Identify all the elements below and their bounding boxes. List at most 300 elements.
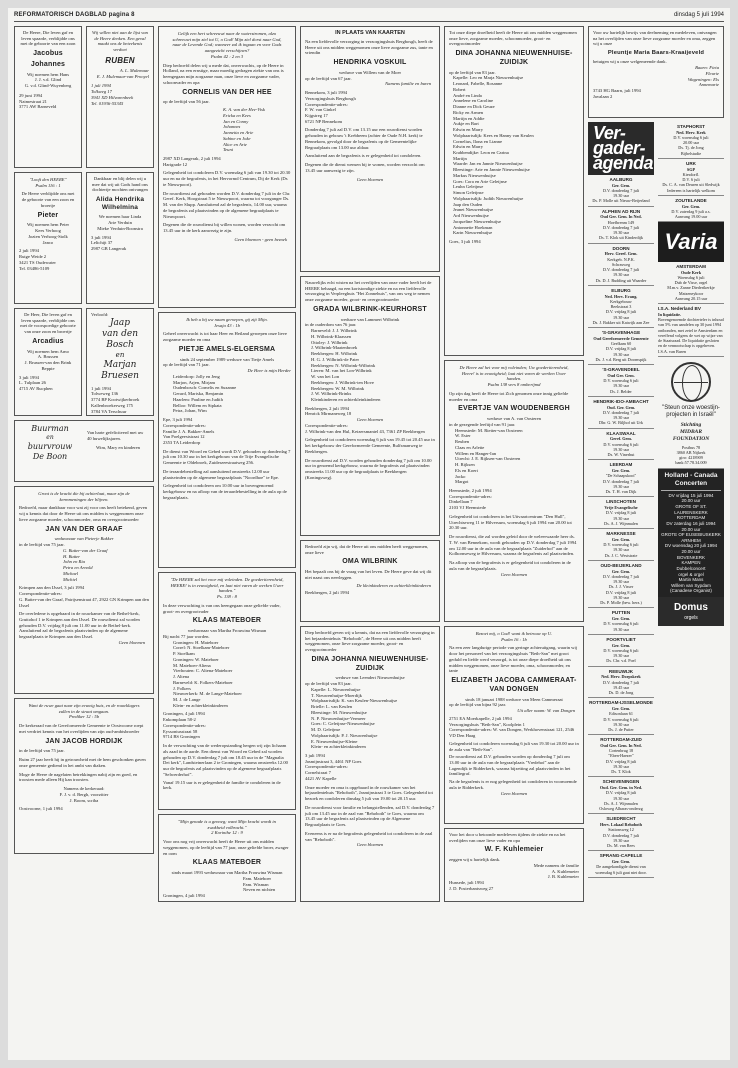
child-name: RUBEN: [105, 55, 135, 65]
agenda-title-2: gader-: [593, 138, 646, 158]
varia-banner: Varia: [658, 222, 724, 262]
notice-footer: Geen bloemen: [356, 842, 384, 848]
deceased-sub: sinds 24 september 1989 weduwe van Tietje Amels: [179, 356, 275, 362]
address: Bennekom, 3 juli 1994 Verzorgingshuis Bergbosgh Correspondentie-adres: F. W. van Ginkel Kijgstreg 17 6721 NP Bennekom: [305, 90, 356, 124]
church-text: D.V. zaterdag 9 juli a.s. Aanvang 19.00 uur: [671, 208, 711, 220]
place-date: Hunsede, juli 1994 J. D. Posterbantsweg 27: [449, 880, 494, 891]
church-name: OUD-BEIJERLAND: [600, 562, 642, 568]
church-text: Edisonlaan 61 D.V. woensdag 6 juli 19.30 uur Ds. J. de Putter: [603, 711, 639, 732]
notice-quote: Ik heb u bij uw naam geroepen, gij zijt Mijn. Jesaja 43 : 1b: [186, 317, 268, 328]
deceased-name: HENDRIKA VOSKUIL: [333, 59, 407, 67]
church-name: MARKNESSE: [606, 531, 636, 537]
notice-body-2: Vanaf 19.15 uur is er gelegenheid de familie te condoleren in de kerk.: [163, 779, 281, 791]
church-name: LINSCHOTEN: [606, 499, 636, 505]
obituary-cammeraat: [444, 626, 584, 824]
age: in de leeftijd van 75 jaar.: [19, 542, 65, 548]
obituary-voskuil: [300, 26, 440, 272]
signature: Mede namens de familie A. Kuhlemeier J. B. Kuhlemeier: [533, 862, 579, 880]
notice-body: Onze moeder en oma is opgebaard in de rouwkamer van het bejaardentehuis "Rehoboth", Jasmijnstraat 3 te Goes. Gelegenheid tot bezoek en condoleren dinsdag 5 juli van 19.00 tot 20.15 uur.: [305, 784, 433, 802]
church-name: ELBURG: [611, 287, 631, 293]
agenda-entry: [588, 777, 654, 814]
family: Kapelle: L. Nieuwenhuijse T. Nieuwenhuijse-Moerdijk Wolphaartsdijk: K. van Keulen-Nieuwenhuijse Brielle: L. van Keulen Bleestinge: M. Nieuwenhuijse N. P. Nieuwenhuijse-Vermeer Goes: C. Geleijnse-Nieuwenhuijse M. D. Geleijnse Wolphaartsdijk: P. J. Nieuwenhuijse E. Nieuwenhuijse-Kleine Klein- en achterkleinkinderen: [311, 686, 398, 750]
anniversary-notice: [14, 420, 154, 482]
notice-body-2: De rouwdienst zal D.V. worden gehouden donderdag 7 juli om 10.00 uur in genoemd kerkgebouw, waarna de begrafenis zal plaatsvinden omstreeks 11.00 uur op de begraafplaats te Beekbergen (Koningsweg).: [305, 457, 432, 480]
address: 1 juli 1994 Tolkweg 17 3941 XD Hilvarenbeek Tel. 01936-55345: [91, 83, 134, 106]
age: op de leeftijd van 67 jaar.: [305, 75, 352, 81]
church-sub: Oud Ger. Gem. In Ned.: [600, 742, 642, 748]
church-text: D.V. donderdag 7 juli 19.30 uur Ds. P. Molle uit Nieuw-Beijerland: [592, 187, 650, 204]
church-name: AMSTERDAM: [676, 263, 706, 269]
notice-intro: In deze verwachting is van ons heengegaan onze geliefde vader, groot- en overgrootvader: [163, 602, 281, 614]
agenda-entry: [588, 851, 654, 877]
family: Leiderdorp: Jolly en Jeng Marjon, Arjen, Mirjam Oudenbosch: Cornelis en Suzanne Gerard, Mariska, Benjamin Haarlem: Pauline en Judith Belloo: Willem en Sipkata Petra, Johan, Wim: [173, 373, 237, 414]
agenda-list: [588, 175, 654, 878]
church-name: STAPHORST: [677, 124, 705, 129]
engagement-label: Verloofd:: [91, 312, 109, 317]
agenda-entry: [588, 814, 654, 851]
parents: Wij noemen hem Peter Kees Verhoog Jozien Verhoog-Stolk Janco: [26, 222, 70, 245]
age: in de gezegende leeftijd van 91 jaar.: [449, 421, 516, 427]
notice-body-3: Na afloop van de begrafenis is er gelegenheid tot condoleren in de aula van de begraafplaats.: [449, 560, 571, 571]
church-name: POORTVLIET: [606, 636, 636, 642]
parents: We noemen haar Linda Arie Verduin Mieke Verduin-Boonstra: [97, 214, 143, 231]
signature: I.S.A. van Baren: [658, 348, 687, 354]
concert-ad: [658, 469, 724, 598]
notice-text: De Heere verblijdde ons met de geboorte van een zoon en broertje: [21, 191, 75, 208]
church-name: ROTTERDAM-IJSSELMONDE: [589, 700, 653, 706]
address: Krimpen aan den IJssel, 3 juli 1994 Correspondentie-adres: G. Butter-van der Graaf, Patrijsenstraat 47, 2922 GN Krimpen aan den IJssel: [19, 585, 149, 608]
deceased-name: PIETJE AMELS-ELGERSMA: [178, 345, 276, 353]
notice-quote: Groot is de kracht die bij achterlaat, maar zijn de kermmeningen der blijven.: [38, 491, 130, 502]
address: 2751 EA Moerkapelle, 2 juli 1994 Verzorgingshuis "Beth-San", Koolplein 1 Correspondentie-adres: W. van Dongen, Werkhovenstraat 121, 2546 VD Den Haag: [449, 715, 575, 739]
notice-intro: Bedroefd, maar dankbaar voor wat zij voor ons heeft betekend, geven wij u kennis dat door de Heere uit ons midden is weggenomen onze lieve zorgzame moeder, schoonmoeder, oma en overgrootmoeder: [19, 505, 148, 522]
notice-quote: "De HEERE zal het voor mij voleinden. De goedertierenheid, HEERE! is in eeuwigheid, en laat niet varen de werken Uwer handen." Ps. 138 : 8: [170, 577, 284, 600]
notice-footer: Geen bloemen: [118, 639, 145, 645]
place-date: Groningen, 4 juli 1994: [163, 893, 205, 899]
notice-body: Gelegenheid tot condoleren in het Uitvaartcentrum "Den Hull", Utrechtseweg 11 te Hilversum, woensdag 6 juli 1994 van 20.00 tot 20.30 uur.: [449, 513, 572, 531]
church-name: SPRANG-CAPELLE: [599, 853, 643, 859]
deceased-name: OMA WILBRINK: [342, 558, 398, 566]
child-name: Pieter: [37, 211, 59, 219]
notice-footer: Geen bloemen: [356, 417, 384, 423]
company-sub: In liquidatie.: [658, 311, 682, 317]
notice-body-3: Na de begrafenis is er nog gelegenheid tot condoleren in voornoemde aula te Ridderkerk.: [449, 779, 577, 790]
agenda-entry: [588, 397, 654, 429]
notice-body-2: Aansluitend aan de begrafenis is er gelegenheid tot condoleren.: [305, 153, 422, 159]
signature: Namens de kerkeraad: F. J. v. d. Bergh, voorzitter J. Boom, scriba: [59, 786, 109, 803]
church-text: Geelkam 60 D.V. vrijdag 8 juli 19.30 uur Ds. J. v.d. Berg uit Doornspijk: [595, 341, 647, 362]
church-sub: Ger. Gem.: [611, 706, 631, 711]
church-name: AALBURG: [609, 177, 633, 182]
domus-sub: orgels: [684, 614, 698, 621]
church-name: SCHEVENINGEN: [602, 779, 640, 785]
church-sub: Ger. Gem.: [611, 616, 631, 622]
deceased-sub: weduwe van Lammert Wilbrink: [340, 316, 400, 322]
notice-body: In de verwachting van de wederopstanding hergen wij zijn lichaam als zaad in de aarde. Een dienst van Woord en Gebed zal worden gehouden op D.V. donderdag 7 juli om 18.45 uur in de "Magnalia Dei kerk", Landsteinerlaan 2 te Groningen, waarna omstreeks 12.00 uur de begrafenis zal plaatsvinden op de algemene begraafplaats "Selwerderhof".: [163, 743, 288, 777]
notice-text: Van harte gefeliciteerd met uw 40 huwelijksjaren.: [87, 430, 144, 441]
deceased-name: ELIZABETH JACOBA CAMMERAAT-VAN DONGEN: [451, 677, 577, 693]
church-sub: Ger. Gem.: [611, 568, 631, 574]
church-text: "De Schaapskooi" D.V. donderdag 7 juli 19.30 uur Ds. T. H. van Dijk: [602, 473, 640, 495]
notice-quote: "Mijn genade is u genoeg; want Mijn kracht wordt in zwakheid volbracht." 2 Korinthe 12 : 9: [178, 819, 276, 836]
birth-notice-ruben: [86, 26, 154, 168]
deceased-name: KLAAS MATEBOER: [192, 617, 262, 625]
signature: Wim, Mary en kinderen: [96, 445, 140, 451]
church-text: D.V. donderdag 7 juli 19.30 uur Ds. J. J. Visser D.V. vrijdag 8 juli 19.30 uur Ds. P. Molle (bew. herz.): [600, 573, 642, 606]
church-name: URK: [686, 160, 696, 166]
age: in de ouderdom van 76 jaar.: [305, 322, 357, 328]
concert-amsterdam: [658, 262, 724, 304]
liquidation-notice: [658, 304, 724, 357]
side-church-list: [658, 122, 724, 222]
company-name: I.S.A. Nederland BV: [658, 306, 701, 312]
notice-quote: Bezoet mij, o God! want ik betrouw op U. Psalm 16 : 1b: [475, 631, 553, 642]
church-text: D.V. donderdag 7 juli 19.45 uur Ds. D. de Jong: [602, 679, 640, 696]
notice-footer: Geen bloemen: [356, 176, 384, 182]
notice-body-2: Moge de Heere de nagelaten betrekkingen nabij zijn en goed, en troosten mede alleen Hij kan troosten.: [19, 771, 138, 783]
obituary-oma-wilbrink: [300, 540, 440, 622]
family: Heemstede: M. Rietter-van Oosteren W. Ester Reuben Claas en Arlette Willem en Hanger-Ian Utrecht: J. E. Rijksen-van Oosteren H. Rijksen Els en Koert Jacko Margot: [455, 427, 523, 485]
church-text: D.V. woensdag 6 juli 20.00 uur Ds. Tj. de Jong Bijbelstudie: [673, 134, 709, 156]
church-sub: Oud. Ger. Gem. in Ned.: [599, 785, 643, 791]
church-name: HENDRIK-IDO-AMBACHT: [593, 398, 649, 404]
obituary-mateboer-family: [158, 814, 296, 902]
church-text: D.V. woensdag 6 juli 19.30 uur Ds. W. Vinerhut: [603, 441, 639, 458]
notice-body-3: Degenen die de dienst wensen bij te wonen, worden verzocht om 13.45 uur aanwezig te zijn.: [305, 162, 425, 173]
church-text: Hoefbrenm 149 D.V. donderdag 7 juli 19.30 uur Ds. T. Klok uit Kinderdijk: [598, 219, 644, 241]
address: Beekbergen, 2 juli 1994 Henrick Mirmaneweg 18: [305, 405, 352, 417]
notice-intro: Diep bedroefd delen wij u mede dat, onverwachts, op de Heere in Holland, na een ernstige, maar moedig gedragen ziekte van ons is heengegaan mijn zorgzame man, onze lieve en zorgzame vader, schoonvader en opa: [163, 62, 284, 85]
notice-quote: Want de ruwe gaat naar zijn eeuwig huis, en de rouwklagers zullen in de straat omgaan. Prediker 12 : 5b: [28, 703, 140, 720]
newspaper-page: [8, 8, 730, 1060]
church-name: ROTTERDAM-ZUID: [600, 737, 642, 743]
notice-body: Het bepaalt ons bij de vraag van het leven. De Heere geve dat wij dit niet naast ons neerleggen.: [305, 569, 432, 580]
church-name: KLAASWAAL: [606, 430, 636, 436]
obituary-van-der-graaf: [14, 486, 154, 694]
notice-intro: Op zijn dag heeft de Heere tot Zich genomen onze innig geliefde moeder en oma: [449, 390, 569, 402]
obituary-hordijk: [14, 698, 154, 854]
church-text: Woensdag 6 juli Dub de Visse, orgel M.m.v. Zanne Diederikerkje Matzeneykoor Aanvang 20.15 uur: [667, 274, 715, 301]
notice-body: zeggen wij u hartelijk dank.: [449, 857, 501, 863]
notice-quote: "Looft den HEERE" Psalm 116 : 1: [29, 177, 67, 188]
church-text: Kerkgeb. N.P.K. Schrasweg D.V. donderdag 7 juli 19.30 uur Ds. D. J. Budding uit Waarder: [595, 256, 647, 283]
church-name: 'S-GRAVENDEEL: [602, 367, 640, 373]
child-name: Alida Hendrika Wilhelmina: [95, 196, 145, 212]
church-sub: Ger. Gem.: [611, 536, 631, 542]
church-text: D.V. donderdag 7 juli 19.30 uur Dhr. G. W. Biljhof uit Urk: [599, 409, 643, 426]
deceased-name: CORNELIS VAN DER HEE: [182, 88, 272, 96]
globe-icon: [671, 362, 711, 402]
signature: Namens familie en buren: [385, 81, 431, 87]
age: Bij nacht 77 jaar worden.: [163, 633, 210, 639]
address: 3 juli 1994 L. Tulplaan 26 4715 AV Rucphen: [19, 374, 53, 392]
signature: De kleinkinderen en achterkleinkinderen: [356, 582, 431, 588]
signature: Uit aller naam: W. van Dongen: [517, 708, 575, 714]
place-date: Goes, 3 juli 1994: [449, 239, 481, 244]
notice-quote-2: De Heer is mijn Herder: [247, 368, 291, 374]
deceased-name: EVERTJE VAN WOUDENBERGH: [458, 405, 570, 413]
family: Kapelle: Leo en Marja Nieuwenhuijse Leonard, Fabelle, Rosanne Robert André en Linda Annelene en Caroline Dianne en Dick Geuze Ricky en Armen Martijn en Addie Aukje en Bart Edwin en Marry Wolphaartsdijk: Kees en Hanny van Keulen Cornelius, Ilona en Lianne Edwin en Marry Krabbendijke: Leon en Carina Martijn Waarde: Jan en Jannie Nieuwenhuijse Bleestinge: Arie en Jannie Nieuwenhuijse Markus Nieuwenhuijse Goes: Cora en Arie Geleijnse Leuhn Geleijnse Simon Geleijnse Wolphaartsdijk: Judith Nieuwenhuijse Jaap den Ouden Jeanet Nieuwenhuijse Ard Nieuwenhuijse Jacqueline Nieuwenhuijse Antonnette Hoekman Karin Nieuwenhuijse: [453, 75, 534, 236]
title-line-1: Buurman: [31, 424, 69, 433]
agenda-entry: [588, 460, 654, 497]
ad-title: "Steun onze woestijn-projecten in Israël": [662, 404, 720, 419]
church-text: D.V. woensdag 6 juli 19.30 uur Ds. Chr. v.d. Poel: [603, 647, 639, 664]
family: K. A. van der Hee-Visk Ericka en Kees Jan en Conny Johannes Jannetta en Arie Sabine en Joke Alice en Arie Teuni: [223, 107, 265, 153]
notice-intro: Na een zeer langdurige periode van geringe achteruitgang, waarin wij door het personeel van het verzorgingshuis "Beth-San" met groot geduld en liefde werd verzorgd, is tot onze diepe droefheid uit ons midden weggenomen, onze lieve moeder, oma, schoonmoeder, en tante: [449, 645, 578, 674]
obituary-wilbrink: [300, 276, 440, 536]
notice-intro: Voor uw hartelijk bewijs van deelneming en medeleven, ontvangen na het overlijden van onze lieve zorgzame moeder en oma, zeggen wij u onze: [593, 30, 717, 47]
notice-text: Dankbaar en blij delen wij u mee dat wij uit Gods hand ons dochtertje mochten ontvangen: [92, 176, 148, 193]
age: op de leeftijd van 56 jaar.: [163, 99, 210, 105]
agenda-entry: [588, 244, 654, 286]
bride-first-name: Marjan: [103, 360, 137, 371]
church-name: SLIEDRECHT: [606, 816, 636, 822]
address: 3 juli 1994 Jasmijnstraat 3, 4461 NP Goes Correspondentie-adres: Cornelstraat 7 4421 AV Kapelle: [305, 752, 362, 781]
church-name: DOORN: [612, 245, 630, 251]
address: 29 juni 1994 Naimestraat 21 3771 AW Barneveld: [19, 92, 57, 110]
church-text: Stationsweg 12 D.V. donderdag 7 juli 19.30 uur Ds. M. van Rees: [602, 827, 640, 849]
address: 2 juli 1994 Rutge Weide 2 3421 TS Oudewater Tel. 03486-5109: [19, 248, 56, 271]
address: Epe, 3 juli 1994 Correspondentie-adres: Familie J. A. Bakker-Amels Van Poelgeeststraat 12 2353 TA Leiderdorp: [163, 417, 215, 445]
address: 3 juli 1994 Lelichijt 37 2987 GB Langerak: [91, 234, 127, 252]
deceased-name: KLAAS MATEBOER: [192, 859, 262, 867]
church-sub: Herv. Lokaal Rehoboth: [600, 822, 642, 828]
birth-notice-arcadius: [14, 308, 82, 416]
place-date: Oostvoorne, 1 juli 1994: [19, 806, 63, 812]
church-sub: Oud Ger. Gem. In Ned.: [600, 214, 642, 220]
notice-quote: De Heere zal het voor mij voleinden; Uw goedertierenheid, Heere! is in eeuwigheid; laat niet varen de werken Uwer handen. Psalm 138 vers 8 omberijmd: [459, 365, 569, 388]
agenda-entry: [588, 429, 654, 461]
agenda-entry: [588, 365, 654, 397]
notice-text: De Heer, Die leven gaf en leven spaarde, verblijdde ons met de voorspoedige geboorte van onze zoon en broertje: [20, 312, 76, 335]
church-text: De aangekondigde dienst van woensdag 6 juli gaat niet door.: [595, 864, 647, 875]
child-name: Jacobus: [33, 50, 63, 58]
notice-intro: Voor het door u betoonde medeleven tijdens de ziekte en na het overlijden van onze lieve vader en opa: [449, 832, 566, 843]
address: Heemstede, 2 juli 1994 Correspondentie-adres: Dinkellaan 7 2103 VJ Heemstede: [449, 487, 492, 511]
notice-quote: Gelijk een hert schreeuwt naar de waterstromen, alzo schreeuwt mijn ziel tot U, o God! Mijn ziel dorst naar God, naar de Levende God; wanneer zal ik ingaan en voor Gods aangezicht verschijnen? Psalm 42 : 2 en 3: [172, 31, 282, 59]
child-name-2: Johannes: [30, 60, 66, 68]
church-text: D.V. vrijdag 8 juli 19.30 uur Ds. A. J. Wijnmalen Osloweg Albaras-onderzg: [599, 790, 643, 812]
place-date: Beekbergen, 2 juli 1994: [305, 590, 350, 596]
agenda-entry: [588, 698, 654, 735]
side_top-entry: [658, 196, 724, 222]
deceased-sub: sinds 18 januari 1988 weduwe van Meen Cammeraat: [465, 696, 563, 702]
church-sub: Oud Ger. Gem.: [607, 372, 635, 378]
church-sub: Oude Kerk: [680, 269, 702, 275]
age: op de leeftijd van bijna 92 jaar.: [449, 702, 507, 708]
church-sub: Vrije Evangelische: [604, 505, 638, 511]
notice-intro: Tot onze diepe droefheid heeft de Heere uit ons midden weggenomen onze lieve, zorgzame moeder, schoonmoeder, groot- en overgrootmoeder: [449, 30, 577, 47]
page-footer: [14, 1050, 724, 1058]
obituary-van-der-hee: [158, 26, 296, 308]
agenda-entry: [588, 608, 654, 634]
obituary-van-woudenbergh: [444, 360, 584, 622]
title-line-4: De Boon: [32, 451, 68, 461]
issue-date: dinsdag 5 juli 1994: [673, 11, 724, 18]
agenda-entry: [588, 561, 654, 608]
agenda-entry: [588, 175, 654, 207]
place-date: 3743 HG Baarn, juli 1994 Javalaan 2: [593, 88, 641, 99]
family: G. Butter-van der Graaf H. Butter John en Ria Petra en Arnold Michael Michiel: [63, 547, 108, 582]
notice-body-2: De teraardebestelling zal aansluitend omstreeks 12.00 uur plaatsvinden op de algemene begraafplaats "Noordhoe" te Epe.: [163, 468, 279, 480]
church-name: PUTTEN: [611, 610, 631, 616]
notice-body-2: De rouwdienst, die zal worden geleid door de weleerwaarde heer ds. T. W. van Bennekom, wordt gehouden op D.V. donderdag 7 juli 1994 om 12.00 uur in de aula van de begraafplaats "Zuiderhof" aan de Kolhornseweg te Hilversum, waarna de begrafenis zal plaatsvinden.: [449, 534, 577, 557]
age: op de leeftijd van 83 jaar.: [449, 69, 496, 75]
engagement-notice: [86, 308, 154, 416]
notice-intro: Diep bedroefd geven wij u kennis, dat na een liefdevolle verzorging in het bejaardentehuis "Rehoboth", de Heere uit ons midden heeft weggenomen, onze lieve zorgzame moeder, groot- en overgrootmoeder: [305, 630, 435, 653]
church-name: LEERDAM: [609, 462, 633, 468]
domus-title: Domus: [674, 602, 708, 614]
family: Fam. Mateboer Fam. Wisman Neven en nichten: [243, 875, 276, 893]
meeting-agenda-section: [588, 122, 724, 902]
groom-last-name: van den Bosch: [102, 328, 138, 351]
side_top-entry: [658, 122, 724, 159]
address: Groningen, 4 juli 1994 Enkomplaan 58-2 Correspondentie-adres: Eyssoniusstraat 58 9714 BS Groningen: [163, 711, 206, 740]
birth-notice-alida: [86, 172, 154, 304]
deceased-sub: weduwe van A. van Oosteren: [487, 416, 541, 422]
family: Barneveld: J. J. Wilbrink H. Wilbrink-Klaassen Ottoley: J. Wilbrink J. Wilbrink-Maatenbroek Beekbergen: H. Wilbrink H. G. J. Wilbrink-de Pater Beekbergen: N. Wilbrink-Wilbrink Lieren: M. van het Lon-Wilbrink W. van het Lon Beekbergen: J. Wilbrink-ten Hove Beekbergen: W. M. Wilbrink J. W. Wilbrink-Brinks Kleinkinderen en achterkleinkinderen: [311, 328, 381, 402]
notice-header: IN PLAATS VAN KAARTEN: [335, 30, 405, 36]
paper-title: REFORMATORISCH DAGBLAD pagina 8: [14, 11, 135, 18]
church-sub: Ned. Herv. Kerk: [676, 129, 706, 135]
deceased-name: JAN VAN DER GRAAF: [45, 525, 123, 533]
correspondence-address: Correspondentie-adres: J. Wilbrink-van den Hul, Keizersmantel 43, 7361 ZP Beekbergen: [305, 422, 425, 434]
notice-body: Gelegenheid tot condoleren D.V. woensdag 6 juli van 19.30 tot 20.30 uur en na de begrafenis, in het Hervormd Centrum, Dij de Kerk (Ds te Nieuwpoort).: [163, 170, 291, 187]
notice-footer: Geen bloemen - geen bezoek: [234, 236, 287, 242]
parents: Wij noemen hem Arno A. Brussen J. Brussen-van den Brink Beppie: [24, 348, 72, 371]
notice-body: Gelegenheid tot condoleren woensdag 6 juli van 19.30 tot 20.00 uur in de aula van "Beth-San".: [449, 740, 579, 752]
deceased-name: Pleuntje Maria Baars-Kraaijeveld: [607, 50, 705, 57]
church-sub: Ger. Gem.: [611, 642, 631, 648]
notice-intro: Geheel onverwacht is tot haar Heer en Heiland geroepen onze lieve zorgzame moeder en oma: [163, 331, 287, 343]
page-header: [14, 10, 724, 22]
notice-body: Donderdag 7 juli zal D.V. om 13.15 uur een rouwdienst worden gehouden in gebouw 't Krebbeem (achter de Oude N.H. kerk) te Bennekom, gevolgd door de begrafenis op de Gemeentelijke Begraafplaats om 13.00 uur aldaar.: [305, 127, 423, 150]
agenda-title: [588, 122, 654, 175]
notice-text: De Heere, Die leven gaf en leven spaarde, verblijdde ons met de geboorte van een zoon: [20, 30, 76, 47]
age: in de leeftijd van 75 jaar.: [19, 748, 65, 754]
age: op de leeftijd van 71 jaar.: [163, 362, 210, 368]
church-sub: Ned. Herv. Evang.: [604, 293, 638, 299]
church-sub: Ger. Gem.: [681, 203, 701, 209]
notice-intro: Voor ons nog vrij onverwacht heeft de Heere uit ons midden weggenomen, op de leeftijd van 77 jaar, onze geliefde broer, zwager en oom: [163, 839, 289, 856]
concert-text: DV vrijdag 15 juli 1994 20.00 uur GROTE OF ST. LAURENSKERK ROTTERDAM DV zaterdag 16 juli 1994 20.00 uur GROTE OF EUSEBIUSKERK ARNHEM DV woensdag 20 juli 1994 20.00 uur BOVENKERK KAMPEN Dubbelconcert orgel & orgel Martin Mans Willem van Sypdam (Canadese Organist): [661, 492, 721, 594]
notice-intro: Nauwelijks echt wisten na het overlijden van onze vader heeft het de HEERE behaagd, na een kortstondige ziekte en na een liefdevolle verzorging in Verpleeghuis "Het Zonnehuis", van ons weg te nemen onze zorgzame moeder, groot- en overgrootmoeder: [305, 280, 432, 303]
deceased-name: W. F. Kuhlemeier: [484, 846, 544, 854]
parents: A. L. Mulemaar E. J. Mulemaar-van Prooyel: [96, 67, 149, 79]
obituary-nieuwenhuise-goes: [300, 626, 440, 902]
notice-body-2: De rouwdienst voor familie en belangstellenden, zal D.V. donderdag 7 juli om 13.45 uur in de zaal van "Rehoboth" te Goes, waarna om 13.45 uur de begrafenis zal plaatsvinden op de Algemene Begraafplaats te Goes.: [305, 804, 435, 828]
signature: Baarn: Fieta Fleurie Wageningen: Els Annemarie: [687, 65, 719, 88]
notice-body: Ruim 27 jaar heeft hij in getrouwheid met de hem geschonken gaven onze gemeente gediend in het ambt van diaken.: [19, 757, 146, 768]
side_top-entry: [658, 159, 724, 196]
notice-footer: Geen bloemen: [500, 571, 528, 577]
birth-notice-pieter: [14, 172, 82, 304]
deceased-name: DINA JOHANNA NIEUWENHUISE-ZUIDIJK: [455, 50, 573, 66]
notice-body: Gelegenheid tot condoleren woensdag 6 juli van 19.45 tot 20.45 uur in het kerkgebouw der Gereformeerde Gemeente, Rulfsmanweg te Beekbergen.: [305, 437, 435, 454]
midbar-ad: [658, 357, 724, 469]
notice-quote: Wij willen niet aan de lijst van de Heere denken. Een geval maakt ons de beteekenis verdoet: [92, 30, 148, 53]
obituary-nieuwenhuise-kapelle: [444, 26, 584, 356]
agenda-title-3: agenda: [593, 153, 654, 173]
title-line-2: en: [46, 434, 54, 441]
notice-intro: Na een liefdevolle verzorging in verzorgingshuis Bergbosgh, heeft de Heere uit ons midden weggenomen onze lieve zorgzame zus, tante en vriendin: [305, 38, 433, 56]
agenda-title-1: Ver-: [593, 123, 626, 143]
agenda-entry: [588, 529, 654, 561]
agenda-entry: [588, 286, 654, 328]
agenda-entry: [588, 635, 654, 667]
thanks-kuhlemeier: [444, 828, 584, 902]
notice-body: De overledene is opgebaard in de rouwkamer van de Bethel-kerk, Gruttohof 1 te Krimpen aan den IJssel. De rouwdienst zal worden gehouden D.V. vrijdag 8 juli om 11.00 uur in de Bethel-kerk. Aansluitend zal de begrafenis plaatsvinden op de algemene begraafplaats te Krimpen aan den IJssel.: [19, 611, 140, 640]
ad-address: Postbus 78 3860 AB Nijkerk giro: 4218909 bank:57.78.34.009: [675, 444, 707, 466]
church-name: REEUWIJK: [608, 668, 634, 674]
notice-body-3: Gelegenheid tot condoleren om 10.00 uur in bovengenoemd kerkgebouw en na afloop van de teraardebestelling in de aula op de begraafplaats.: [163, 483, 287, 500]
obituary-amels: [158, 312, 296, 568]
church-sub: Herv. Geref. Gem.: [604, 251, 638, 257]
bride-last-name: Bruesen: [101, 371, 139, 382]
agenda-entry: [588, 667, 654, 699]
concert-title: Holland - Canada Concerten: [661, 472, 721, 491]
notice-intro: De kerkeraad van de Gereformeerde Gemeente te Oostvoorne roept met verdriet kennis van het overlijden van zijn oud-ambtsbroeder: [19, 723, 144, 734]
title-line-3: buurvrouw: [27, 441, 73, 451]
age: op de leeftijd van 83 jaar.: [305, 681, 352, 687]
address: 1 juli 1994 Tolweweg 136 3774 BP Kootwijkerbroek Kallenbroekerweg 175 3784 VA Terschuur: [91, 385, 140, 414]
parents: Wij noemen hem Hans J. J. v.d. Glind G. v.d. Glind-Wuyenberg: [24, 71, 72, 89]
church-sub: Ned. Herv. Dorpskerk: [601, 674, 641, 680]
obituary-mateboer: [158, 572, 296, 810]
agenda-entry: [588, 497, 654, 529]
ad-org: Stichting MIDBAR FOUNDATION: [672, 421, 710, 442]
notice-body-3: Eveneens is er na de begrafenis gelegenheid tot condoleren in de zaal van "Rehoboth".: [305, 830, 433, 842]
church-sub: Ger. Gem.: [611, 468, 631, 474]
church-text: D.V. vrijdag 8 juli 19.30 uur Ds. A. J. Wijnmalen: [604, 510, 638, 526]
notice-body-2: De rouwdienst zal D.V. gehouden worden op donderdag 7 juli om 13.00 uur in de aula van de begraafplaats "Vredehof" aan de Lagendijk te Ridderkerk, waarna bijzetting zal plaatsvinden in het familiegraf.: [449, 754, 571, 777]
deceased-name: GRADA WILBRINK-KEURHORST: [313, 305, 427, 313]
notice-footer: Geen bloemen: [500, 790, 528, 796]
notice-body: betuigen wij u onze welgemeende dank.: [593, 59, 667, 65]
church-text: D.V. woensdag 6 juli 19.30 uur Ds. J. C. Weststrate: [603, 542, 639, 558]
church-sub: SGP: [686, 166, 696, 172]
deceased-sub: weduwe van Willem van de Moer: [338, 69, 402, 75]
notice-text: Bovengenoemde dochterteler is inhoud van 5% van aandelen op 30 juni 1994 ontbonden, met zetel te Amsterdam en vereffend volgens de wet op wijze van de Staatsraad. De liquidatie gesloten en de vennootschap is opgeheven.: [658, 317, 724, 349]
church-sub: Geref. Gem.: [610, 436, 632, 442]
church-sub: Ger. Gem.: [611, 182, 631, 188]
agenda-entry: [588, 328, 654, 365]
family: Groningen: H. Mateboer Correl: N. Stoelkam-Mateboer P. Stoelkam Groningen: W. Mateboer M. Mateboer-Altena Vierhouten: C. Altena-Mateboer J. Altena Barneveld: K. Folkers-Mateboer J. Folkers Nieuwerkerk: M. de Lange-Mateboer M. J. de Lange Klein- en achterkleinkinderen: [173, 639, 242, 708]
deceased-name: JAN JACOB HORDIJK: [45, 737, 123, 745]
deceased-sub: sinds maart 1993 weduwnaar van Martha Frouwina Wisman: [171, 870, 283, 876]
deceased-sub: weduwnaar van Martha Frouwina Wisman: [187, 628, 267, 634]
church-text: Cortenbrug 18 "Eben-Haezer" D.V. vrijdag 8 juli 19.30 uur Ds. T. Klok: [605, 748, 637, 775]
domus-ad: [658, 597, 724, 626]
agenda-entry: [588, 207, 654, 244]
address: 2987 XD Langerak, 2 juli 1994 Harigrade 12: [163, 155, 221, 167]
church-sub: Ger. Gem.: [611, 859, 631, 865]
deceased-sub: weduwnaar van Pieterje Bakker: [54, 536, 114, 542]
church-name: 'S-GRAVENHAGE: [601, 330, 641, 336]
church-name: ZOUTELANDE: [675, 197, 707, 203]
church-text: D.V. woensdag 6 juli 19.30 uur Ds. J. Belder: [603, 378, 639, 394]
notice-body-3: Degenen die de rouwdienst bij willen wonen, worden verzocht om 13.45 uur in de kerk aanwezig te zijn.: [163, 222, 286, 234]
notice-intro: Bedroefd zijn wij, dat de Heere uit ons midden heeft weggenomen, onze lieve: [305, 544, 429, 555]
church-text: D.V. woensdag 6 juli 19.30 uur: [603, 621, 639, 632]
church-text: Kiesdorfl. D.V. 6 juli Ds. C. A. van Deuren uit Sledwijk Iedereen is hartelijk welkom: [662, 171, 720, 193]
notice-body: De dienst van Woord en Gebed wordt D.V. gehouden op donderdag 7 juli om 10.30 uur in het kerkgebouw van de Trije Evangelische Gemeente te Oldebroek, Zuiderzeestraatweg 256.: [163, 448, 291, 466]
church-text: Kerkgebouw Beekstraat 3 D.V. vrijdag 8 juli 19.30 uur Ds. J. Bakker uit Katwijk aan Zee: [592, 298, 650, 325]
church-sub: Oud Gereformeerde Gemeente: [593, 335, 649, 341]
church-sub: Oud. Ger. Gem.: [606, 404, 636, 410]
notice-body-2: De rouwdienst zal gehouden worden D.V. donderdag 7 juli in de Chr. Geref. Kerk, Hoogstraat 5 te Nieuwpoort, waarna tot voorganger Ds. M. van der Slupp. Aansluitend zal de begrafenis, 14.00 uur, waarna de begrafenis zal plaatsvinden op de algemene begraafplaats te Nieuwpoort.: [163, 190, 291, 219]
groom-first-name: Jaap: [109, 317, 131, 328]
